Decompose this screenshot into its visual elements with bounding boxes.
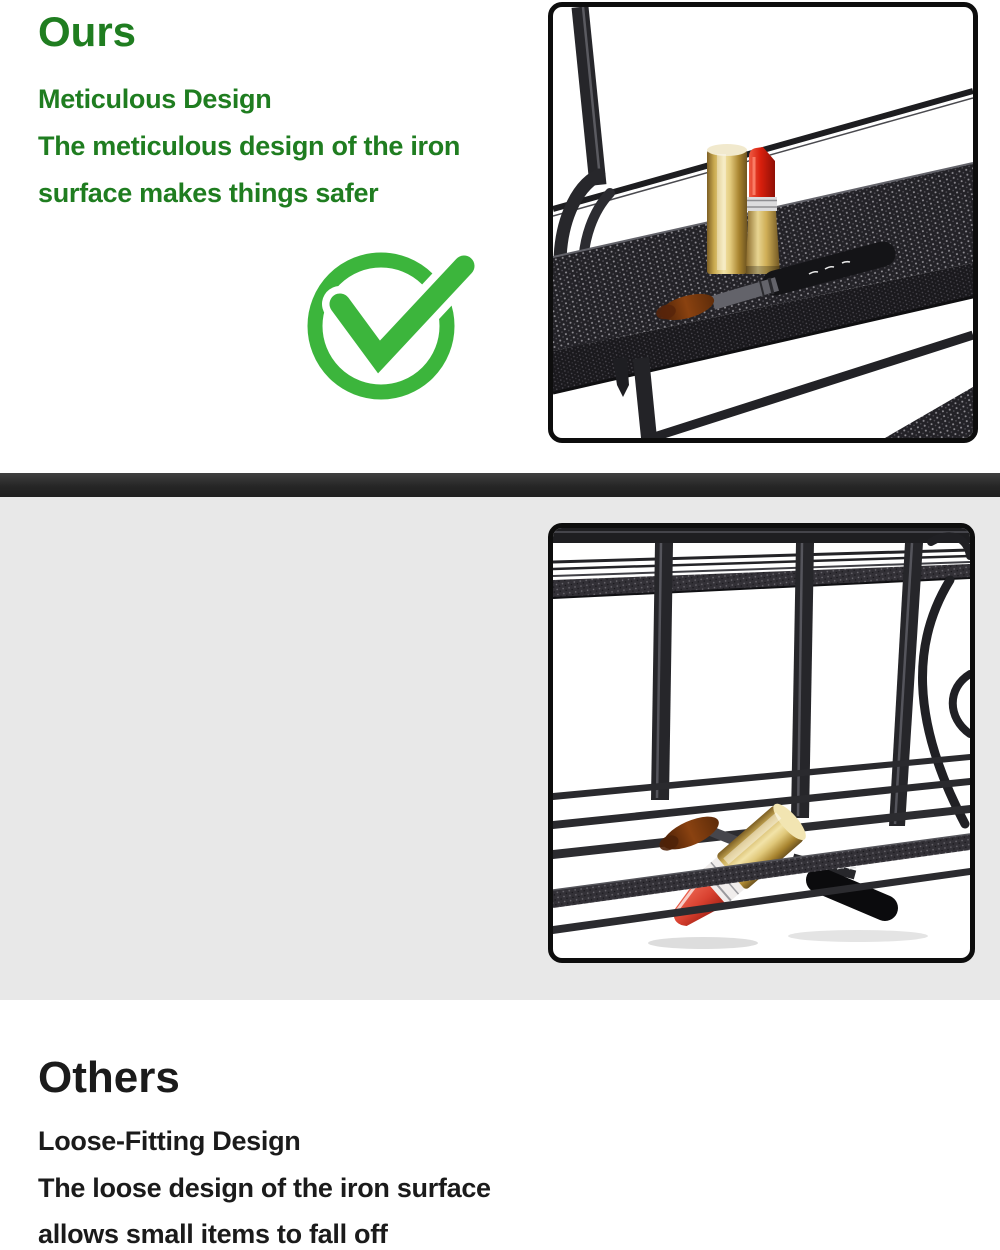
lipstick-red [746,147,780,274]
ours-description-line2: surface makes things safer [38,178,379,208]
top-frame-bar [553,528,970,543]
section-divider [0,473,1000,497]
ours-product-photo [548,2,978,443]
ours-heading: Ours [38,8,137,55]
others-product-photo [548,523,975,963]
others-feature-title: Loose-Fitting Design [38,1126,301,1156]
others-description-line1: The loose design of the iron surface [38,1173,491,1203]
side-pole [580,7,600,185]
others-description-line2: allows small items to fall off [38,1219,388,1249]
others-heading: Others [38,1053,180,1102]
ours-description-line1: The meticulous design of the iron [38,131,461,161]
check-circle-icon [298,236,490,418]
floor-shadows [648,930,928,949]
ours-feature-title: Meticulous Design [38,84,272,114]
lipstick-cap-gold [707,144,747,274]
ours-section [0,0,1000,473]
